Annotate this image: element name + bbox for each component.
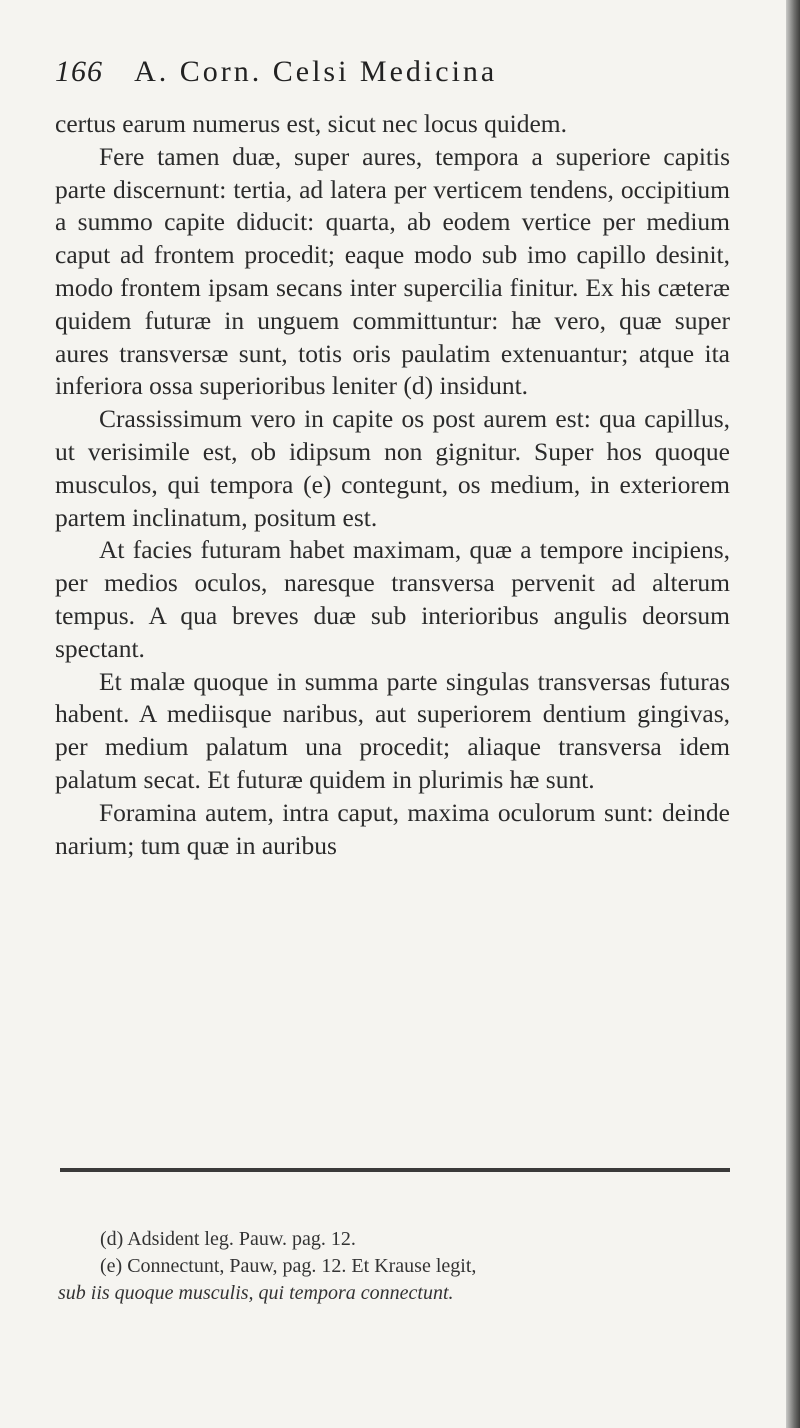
body-text [55,108,730,862]
running-header [55,55,745,100]
paragraph: Et malæ quoque in summa parte singulas transversas futuras habent. A mediisque naribus, aut superiorem dentium gingivas, per medium palatum una procedit; aliaque transversa idem palatum secat. Et futuræ quidem in plurimis hæ sunt. [55,666,730,794]
footnotes [58,1226,740,1307]
footnote-d: (d) Adsident leg. Pauw. pag. 12. [100,1228,356,1250]
paragraph: Fere tamen duæ, super aures, tempora a superiore capitis parte discernunt: tertia, ad latera per verticem tendens, occipitium a summo capite diducit: quarta, ab eodem vertice per medium caput ad frontem procedit; eaque modo sub imo capillo desinit, modo frontem ipsam secans inter supercilia finitur. Ex his cæteræ quidem futuræ in unguem committuntur: hæ vero, quæ super aures transversæ sunt, totis oris paulatim extenuantur; atque ita inferiora ossa superioribus leniter (d) insidunt. [55,141,730,401]
paragraph: Crassissimum vero in capite os post aurem est: qua capillus, ut verisimile est, ob idipsum non gignitur. Super hos quoque musculos, qui tempora (e) contegunt, os medium, in exteriorem partem inclinatum, positum est. [55,404,730,532]
paragraph-continued: certus earum numerus est, sicut nec locus quidem. [55,109,567,138]
footnote-rule [60,1168,730,1172]
paragraph: Foramina autem, intra caput, maxima oculorum sunt: deinde narium; tum quæ in auribus [55,797,730,860]
page-number: 166 [55,55,103,88]
footnote-e: (e) Connectunt, Pauw, pag. 12. Et Krause legit, [100,1255,477,1277]
footnote-e-continued: sub iis quoque musculis, qui tempora connectunt. [58,1282,454,1304]
page-spine-edge [786,0,800,1428]
paragraph: At facies futuram habet maximam, quæ a tempore incipiens, per medios oculos, naresque transversa pervenit ad alterum tempus. A qua breves duæ sub interioribus angulis deorsum spectant. [55,535,730,663]
running-title: A. Corn. Celsi Medicina [134,55,498,88]
